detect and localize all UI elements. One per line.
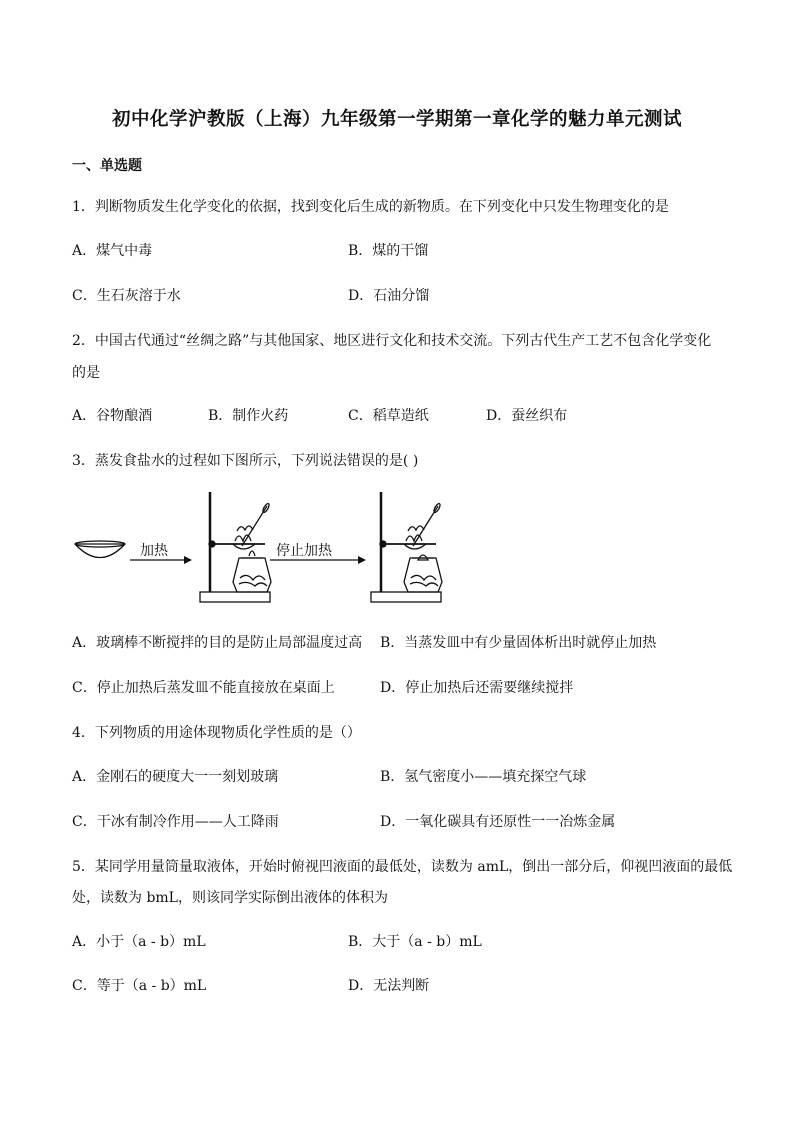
question-3-option-b: B．当蒸发皿中有少量固体析出时就停止加热 <box>380 635 657 651</box>
heat-label: 加热 <box>140 543 168 559</box>
question-3-option-c: C．停止加热后蒸发皿不能直接放在桌面上 <box>72 680 335 696</box>
question-5-option-a: A．小于（a - b）mL <box>72 934 206 950</box>
question-4-option-a: A．金刚石的硬度大一一刻划玻璃 <box>72 769 279 785</box>
question-1-option-a: A．煤气中毒 <box>72 243 153 259</box>
question-2-option-c: C．稻草造纸 <box>348 408 429 424</box>
question-1-option-b: B．煤的干馏 <box>348 243 429 259</box>
heating-apparatus-icon <box>200 492 271 602</box>
question-4-option-c: C．干冰有制冷作用——人工降雨 <box>72 814 279 830</box>
question-5-stem: 5．某同学用量筒量取液体，开始时俯视凹液面的最低处，读数为 amL，倒出一部分后，仰视凹液面的最低 <box>72 859 733 875</box>
question-3-option-a: A．玻璃棒不断搅拌的目的是防止局部温度过高 <box>72 635 363 651</box>
question-1-option-d: D．石油分馏 <box>348 288 430 304</box>
question-2-option-a: A．谷物酿酒 <box>72 408 153 424</box>
question-5-option-b: B．大于（a - b）mL <box>348 934 482 950</box>
page-title: 初中化学沪教版（上海）九年级第一学期第一章化学的魅力单元测试 <box>111 109 682 130</box>
question-2-option-d: D．蚕丝织布 <box>486 408 568 424</box>
evaporation-figure <box>70 486 450 612</box>
question-3-stem: 3．蒸发食盐水的过程如下图所示，下列说法错误的是( ) <box>72 453 419 469</box>
question-5-stem-cont: 处，读数为 bmL，则该同学实际倒出液体的体积为 <box>72 890 388 906</box>
evaporating-dish-icon <box>75 541 125 558</box>
question-4-option-b: B．氢气密度小——填充探空气球 <box>380 769 587 785</box>
stopped-heating-apparatus-icon <box>371 492 442 602</box>
evaporation-apparatus-diagram <box>70 486 450 608</box>
question-3-option-d: D．停止加热后还需要继续搅拌 <box>380 680 574 696</box>
question-2-stem-cont: 的是 <box>72 365 100 381</box>
question-2-option-b: B．制作火药 <box>208 408 289 424</box>
question-1-stem: 1．判断物质发生化学变化的依据，找到变化后生成的新物质。在下列变化中只发生物理变化的是 <box>72 199 669 215</box>
stop-heating-label: 停止加热 <box>276 543 332 559</box>
section-heading: 一、单选题 <box>72 158 142 174</box>
question-4-option-d: D．一氧化碳具有还原性一一冶炼金属 <box>380 814 616 830</box>
question-5-option-d: D．无法判断 <box>348 978 430 994</box>
question-5-option-c: C．等于（a - b）mL <box>72 978 207 994</box>
question-2-stem: 2．中国古代通过“丝绸之路”与其他国家、地区进行文化和技术交流。下列古代生产工艺不包含化学变化 <box>72 333 712 349</box>
question-4-stem: 4．下列物质的用途体现物质化学性质的是（） <box>72 725 361 741</box>
question-1-option-c: C．生石灰溶于水 <box>72 288 181 304</box>
